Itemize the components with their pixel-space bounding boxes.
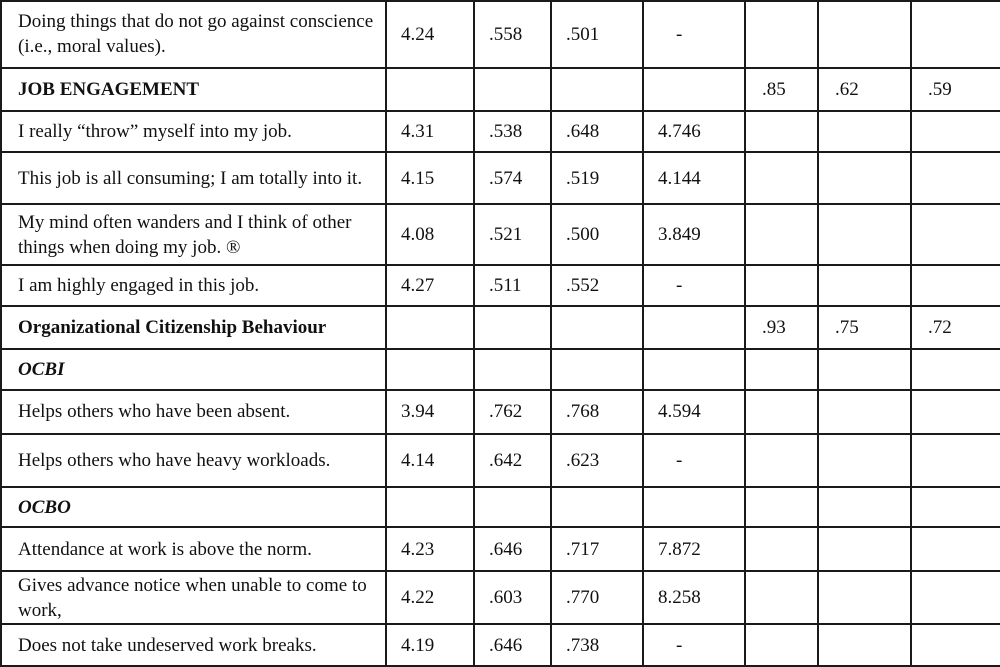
loading-cell: .768 [551, 390, 643, 435]
stat-1-cell [745, 624, 818, 666]
stat-2-cell [818, 265, 911, 305]
mean-cell: 4.19 [386, 624, 474, 666]
stat-2-cell [818, 487, 911, 527]
sd-cell: .762 [474, 390, 551, 435]
stat-1-cell [745, 111, 818, 151]
table-row [1, 204, 1000, 265]
table-body [1, 1, 1000, 666]
item-label: This job is all consuming; I am totally into it. [1, 152, 386, 205]
sd-cell: .646 [474, 624, 551, 666]
stat-2-cell: .75 [818, 306, 911, 350]
table-row [1, 306, 1000, 350]
loading-cell: .648 [551, 111, 643, 151]
stat-3-cell [911, 527, 1000, 571]
table-row [1, 349, 1000, 389]
loading-cell: .623 [551, 434, 643, 487]
sd-cell [474, 487, 551, 527]
item-label: I really “throw” myself into my job. [1, 111, 386, 151]
item-label: Organizational Citizenship Behaviour [1, 306, 386, 350]
stat-3-cell [911, 204, 1000, 265]
stat-2-cell [818, 204, 911, 265]
table-row [1, 624, 1000, 666]
item-label: My mind often wanders and I think of other things when doing my job. ® [1, 204, 386, 265]
t-value-cell: 3.849 [643, 204, 745, 265]
t-value-cell [643, 306, 745, 350]
item-label: Helps others who have heavy workloads. [1, 434, 386, 487]
loading-cell: .552 [551, 265, 643, 305]
t-value-cell: 4.594 [643, 390, 745, 435]
loading-cell: .501 [551, 1, 643, 68]
stat-2-cell [818, 624, 911, 666]
item-label: JOB ENGAGEMENT [1, 68, 386, 112]
stat-3-cell [911, 624, 1000, 666]
item-label: Attendance at work is above the norm. [1, 527, 386, 571]
mean-cell: 4.08 [386, 204, 474, 265]
table-row [1, 434, 1000, 487]
stat-3-cell [911, 434, 1000, 487]
mean-cell [386, 68, 474, 112]
stat-3-cell [911, 111, 1000, 151]
sd-cell [474, 349, 551, 389]
table-row [1, 487, 1000, 527]
t-value-cell: - [643, 265, 745, 305]
stat-1-cell [745, 390, 818, 435]
stat-1-cell [745, 349, 818, 389]
table-row [1, 111, 1000, 151]
sd-cell [474, 306, 551, 350]
table-row [1, 265, 1000, 305]
t-value-cell: - [643, 434, 745, 487]
mean-cell: 4.24 [386, 1, 474, 68]
t-value-cell [643, 349, 745, 389]
sd-cell: .574 [474, 152, 551, 205]
stat-3-cell: .72 [911, 306, 1000, 350]
loading-cell [551, 306, 643, 350]
mean-cell: 4.14 [386, 434, 474, 487]
item-label: OCBI [1, 349, 386, 389]
sd-cell [474, 68, 551, 112]
stat-1-cell [745, 527, 818, 571]
loading-cell [551, 68, 643, 112]
stat-2-cell [818, 1, 911, 68]
stat-2-cell: .62 [818, 68, 911, 112]
stat-2-cell [818, 111, 911, 151]
stat-3-cell [911, 349, 1000, 389]
stat-1-cell [745, 487, 818, 527]
table-row [1, 390, 1000, 435]
mean-cell: 4.15 [386, 152, 474, 205]
t-value-cell: 4.144 [643, 152, 745, 205]
sd-cell: .538 [474, 111, 551, 151]
stat-3-cell [911, 571, 1000, 625]
stat-1-cell [745, 204, 818, 265]
item-label: Doing things that do not go against conscience (i.e., moral values). [1, 1, 386, 68]
stat-1-cell [745, 265, 818, 305]
mean-cell: 3.94 [386, 390, 474, 435]
mean-cell [386, 306, 474, 350]
item-label: Gives advance notice when unable to come to work, [1, 571, 386, 625]
sd-cell: .603 [474, 571, 551, 625]
table-row [1, 152, 1000, 205]
table-row [1, 1, 1000, 68]
stat-3-cell [911, 390, 1000, 435]
stat-2-cell [818, 390, 911, 435]
item-label: Does not take undeserved work breaks. [1, 624, 386, 666]
loading-cell [551, 349, 643, 389]
loading-cell: .717 [551, 527, 643, 571]
stat-1-cell [745, 434, 818, 487]
item-label: OCBO [1, 487, 386, 527]
t-value-cell: 8.258 [643, 571, 745, 625]
table-row [1, 68, 1000, 112]
sd-cell: .558 [474, 1, 551, 68]
stat-2-cell [818, 152, 911, 205]
stat-3-cell [911, 265, 1000, 305]
loading-cell: .500 [551, 204, 643, 265]
stat-3-cell [911, 152, 1000, 205]
mean-cell: 4.22 [386, 571, 474, 625]
mean-cell [386, 349, 474, 389]
t-value-cell [643, 68, 745, 112]
loading-cell: .519 [551, 152, 643, 205]
stat-1-cell: .85 [745, 68, 818, 112]
stat-1-cell [745, 571, 818, 625]
item-label: Helps others who have been absent. [1, 390, 386, 435]
stat-1-cell [745, 152, 818, 205]
mean-cell [386, 487, 474, 527]
stat-3-cell [911, 1, 1000, 68]
t-value-cell: - [643, 624, 745, 666]
table-row [1, 527, 1000, 571]
stat-2-cell [818, 527, 911, 571]
table-row [1, 571, 1000, 625]
stat-1-cell: .93 [745, 306, 818, 350]
stat-3-cell [911, 487, 1000, 527]
mean-cell: 4.31 [386, 111, 474, 151]
t-value-cell: - [643, 1, 745, 68]
stat-2-cell [818, 571, 911, 625]
mean-cell: 4.23 [386, 527, 474, 571]
stat-1-cell [745, 1, 818, 68]
sd-cell: .646 [474, 527, 551, 571]
item-label: I am highly engaged in this job. [1, 265, 386, 305]
sd-cell: .511 [474, 265, 551, 305]
t-value-cell: 7.872 [643, 527, 745, 571]
sd-cell: .521 [474, 204, 551, 265]
t-value-cell [643, 487, 745, 527]
loading-cell [551, 487, 643, 527]
sd-cell: .642 [474, 434, 551, 487]
stat-2-cell [818, 349, 911, 389]
loading-cell: .738 [551, 624, 643, 666]
loading-cell: .770 [551, 571, 643, 625]
mean-cell: 4.27 [386, 265, 474, 305]
stat-3-cell: .59 [911, 68, 1000, 112]
stat-2-cell [818, 434, 911, 487]
t-value-cell: 4.746 [643, 111, 745, 151]
